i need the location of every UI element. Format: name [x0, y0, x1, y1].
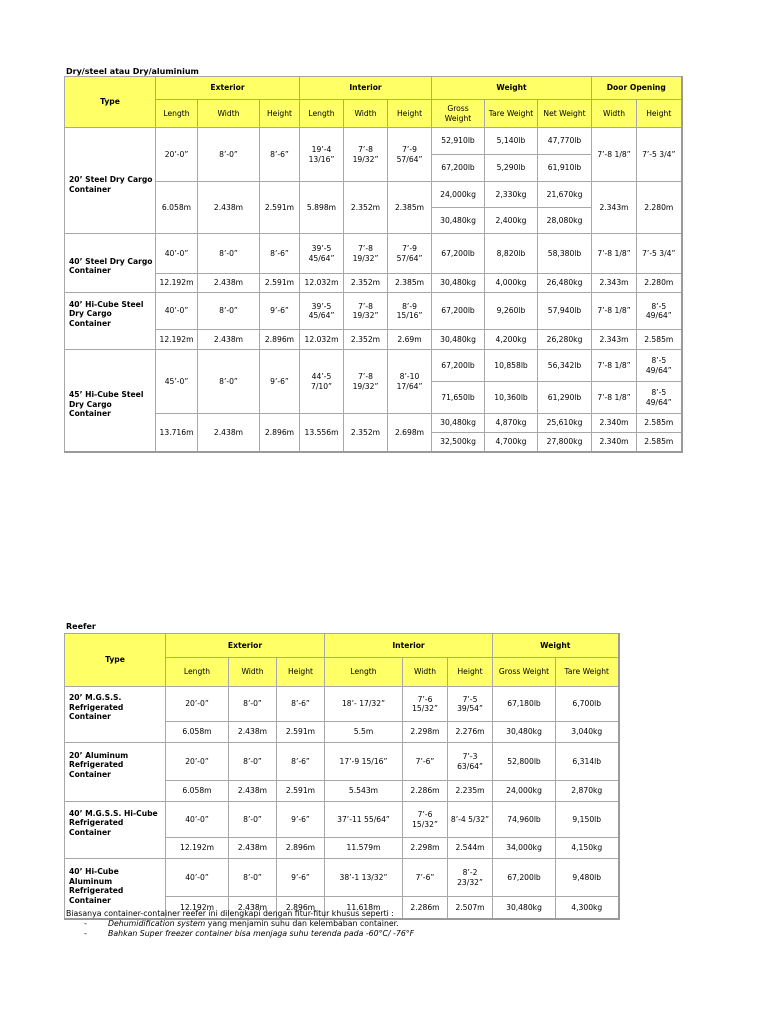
table-cell: 8’-10 17/64” — [388, 350, 432, 414]
col-header-weight: Weight — [493, 634, 619, 658]
table-cell: 40’-0” — [166, 859, 229, 897]
table-cell: 8’-6” — [260, 128, 300, 182]
table-cell: 2.585m — [637, 433, 682, 452]
table-cell: 2.286m — [403, 781, 448, 802]
table-cell: 2.438m — [229, 838, 277, 859]
row-type-40-hicube-aluminum-refrigerated: 40’ Hi-Cube Aluminum Refrigerated Container — [65, 859, 166, 919]
table-cell: 7’-6 15/32” — [403, 687, 448, 722]
table-cell: 2.280m — [637, 274, 682, 293]
col-header-ext-length: Length — [166, 658, 229, 687]
table-cell: 40’-0” — [166, 802, 229, 838]
table-cell: 40’-0” — [156, 293, 198, 330]
table-cell: 8’-0” — [198, 293, 260, 330]
table-cell: 30,480kg — [432, 274, 485, 293]
table-cell: 39’-5 45/64” — [300, 234, 344, 274]
list-text-italic: Bahkan Super freezer container bisa menjaga suhu terenda pada -60°C/ -76°F — [108, 929, 415, 938]
col-header-weight: Weight — [432, 77, 592, 100]
table-row — [65, 802, 619, 838]
row-type-40-steel-dry: 40’ Steel Dry Cargo Container — [65, 234, 156, 293]
table-cell: 30,480kg — [432, 330, 485, 350]
table-cell: 7’-5 3/4” — [637, 234, 682, 274]
table-cell: 20’-0” — [166, 687, 229, 722]
col-header-interior: Interior — [325, 634, 493, 658]
table-cell: 20’-0” — [156, 128, 198, 182]
row-type-45-hicube-steel-dry: 45’ Hi-Cube Steel Dry Cargo Container — [65, 350, 156, 452]
col-header-exterior: Exterior — [156, 77, 300, 100]
col-header-tare-weight: Tare Weight — [485, 100, 538, 128]
table-cell: 2.896m — [260, 330, 300, 350]
table-cell: 20’-0” — [166, 743, 229, 781]
table-cell: 26,480kg — [538, 274, 592, 293]
table-cell: 7’-5 3/4” — [637, 128, 682, 182]
table-cell: 67,180lb — [493, 687, 556, 722]
table-cell: 7’-8 19/32” — [344, 128, 388, 182]
table-cell: 6,700lb — [556, 687, 619, 722]
table-cell: 2,400kg — [485, 208, 538, 234]
table-cell: 2.438m — [229, 781, 277, 802]
table-cell: 6,314lb — [556, 743, 619, 781]
reefer-table-title: Reefer — [66, 622, 96, 631]
table-cell: 2.896m — [277, 838, 325, 859]
table-cell: 2.276m — [448, 722, 493, 743]
table-cell: 38’-1 13/32” — [325, 859, 403, 897]
dry-table-title: Dry/steel atau Dry/aluminium — [66, 67, 199, 76]
notes-intro: Biasanya container-container reefer ini dilengkapi dengan fitur-fitur khusus seperti : — [66, 909, 394, 918]
table-cell: 11.579m — [325, 838, 403, 859]
table-row — [65, 350, 682, 382]
table-cell: 67,200lb — [432, 234, 485, 274]
table-cell: 6.058m — [166, 781, 229, 802]
table-cell: 8’-9 15/16” — [388, 293, 432, 330]
table-cell: 7’-8 19/32” — [344, 293, 388, 330]
table-cell: 2.585m — [637, 414, 682, 433]
table-row — [65, 859, 619, 897]
table-cell: 7’-6” — [403, 859, 448, 897]
col-header-ext-width: Width — [198, 100, 260, 128]
col-header-type: Type — [65, 77, 156, 128]
list-item — [66, 929, 414, 939]
list-text-italic: Dehumidification system — [108, 919, 206, 928]
header-row-sub — [65, 100, 682, 128]
table-cell: 56,342lb — [538, 350, 592, 382]
col-header-ext-height: Height — [277, 658, 325, 687]
table-cell: 12.032m — [300, 274, 344, 293]
header-row-group — [65, 77, 682, 100]
table-cell: 2.507m — [448, 897, 493, 919]
table-cell: 8’-2 23/32” — [448, 859, 493, 897]
col-header-int-height: Height — [388, 100, 432, 128]
table-cell: 2.352m — [344, 330, 388, 350]
table-cell: 67,200lb — [432, 293, 485, 330]
table-cell: 12.032m — [300, 330, 344, 350]
table-cell: 18’- 17/32” — [325, 687, 403, 722]
table-cell: 4,200kg — [485, 330, 538, 350]
table-cell: 6.058m — [156, 182, 198, 234]
table-cell: 45’-0” — [156, 350, 198, 414]
table-cell: 2.896m — [260, 414, 300, 452]
list-text-rest: yang menjamin suhu dan kelembaban container. — [205, 919, 399, 928]
row-type-40-mgss-hicube-refrigerated: 40’ M.G.S.S. Hi-Cube Refrigerated Container — [65, 802, 166, 859]
table-cell: 8’-0” — [229, 687, 277, 722]
col-header-int-length: Length — [325, 658, 403, 687]
table-cell: 4,700kg — [485, 433, 538, 452]
table-row — [65, 293, 682, 330]
table-cell: 2,870kg — [556, 781, 619, 802]
table-row — [65, 330, 682, 350]
table-row — [65, 687, 619, 722]
table-row — [65, 234, 682, 274]
table-cell: 8,820lb — [485, 234, 538, 274]
table-cell: 10,858lb — [485, 350, 538, 382]
table-cell: 27,800kg — [538, 433, 592, 452]
table-cell: 2.438m — [229, 897, 277, 919]
table-cell: 8’-0” — [198, 350, 260, 414]
table-cell: 4,000kg — [485, 274, 538, 293]
col-header-int-width: Width — [403, 658, 448, 687]
list-text — [108, 919, 399, 929]
col-header-door-width: Width — [592, 100, 637, 128]
table-cell: 8’-0” — [229, 743, 277, 781]
table-cell: 8’-5 49/64” — [637, 350, 682, 382]
table-cell: 9’-6” — [260, 293, 300, 330]
header-row-group — [65, 634, 619, 658]
table-row — [65, 274, 682, 293]
table-cell: 7’-8 1/8” — [592, 350, 637, 382]
row-type-20-aluminum-refrigerated: 20’ Aluminum Refrigerated Container — [65, 743, 166, 802]
table-cell: 2.340m — [592, 414, 637, 433]
table-cell: 7’-8 1/8” — [592, 234, 637, 274]
table-cell: 11.618m — [325, 897, 403, 919]
table-cell: 5,140lb — [485, 128, 538, 155]
table-cell: 8’-0” — [198, 128, 260, 182]
table-cell: 5.5m — [325, 722, 403, 743]
table-cell: 26,280kg — [538, 330, 592, 350]
table-cell: 5.898m — [300, 182, 344, 234]
table-cell: 4,870kg — [485, 414, 538, 433]
table-cell: 2.698m — [388, 414, 432, 452]
col-header-exterior: Exterior — [166, 634, 325, 658]
table-cell: 2.343m — [592, 330, 637, 350]
table-row — [65, 414, 682, 433]
table-cell: 9,480lb — [556, 859, 619, 897]
table-cell: 8’-0” — [229, 859, 277, 897]
table-cell: 7’-8 19/32” — [344, 234, 388, 274]
table-cell: 44’-5 7/10” — [300, 350, 344, 414]
table-cell: 30,480kg — [432, 414, 485, 433]
table-cell: 19’-4 13/16” — [300, 128, 344, 182]
table-cell: 5,290lb — [485, 155, 538, 182]
table-cell: 2.235m — [448, 781, 493, 802]
col-header-int-height: Height — [448, 658, 493, 687]
table-cell: 61,910lb — [538, 155, 592, 182]
table-cell: 2.438m — [198, 330, 260, 350]
reefer-notes — [66, 909, 414, 939]
table-cell: 9,260lb — [485, 293, 538, 330]
table-cell: 30,480kg — [493, 897, 556, 919]
table-cell: 7’-9 57/64” — [388, 128, 432, 182]
table-row — [65, 182, 682, 208]
table-cell: 10,360lb — [485, 382, 538, 414]
table-cell: 7’-3 63/64” — [448, 743, 493, 781]
row-type-20-steel-dry: 20’ Steel Dry Cargo Container — [65, 128, 156, 234]
col-header-door-opening: Door Opening — [592, 77, 682, 100]
table-cell: 21,670kg — [538, 182, 592, 208]
table-cell: 2.352m — [344, 414, 388, 452]
dry-container-table — [64, 76, 683, 453]
table-cell: 9’-6” — [277, 859, 325, 897]
table-cell: 58,380lb — [538, 234, 592, 274]
table-cell: 8’-5 49/64” — [637, 293, 682, 330]
table-cell: 8’-6” — [277, 687, 325, 722]
table-cell: 2.591m — [260, 182, 300, 234]
table-row — [65, 128, 682, 155]
row-type-20-mgss-refrigerated: 20’ M.G.S.S. Refrigerated Container — [65, 687, 166, 743]
table-cell: 24,000kg — [432, 182, 485, 208]
table-cell: 8’-5 49/64” — [637, 382, 682, 414]
col-header-int-length: Length — [300, 100, 344, 128]
table-cell: 30,480kg — [432, 208, 485, 234]
table-cell: 2.544m — [448, 838, 493, 859]
list-bullet: - — [84, 919, 87, 928]
table-cell: 24,000kg — [493, 781, 556, 802]
col-header-ext-length: Length — [156, 100, 198, 128]
row-type-40-hicube-steel-dry: 40’ Hi-Cube Steel Dry Cargo Container — [65, 293, 156, 350]
table-cell: 67,200lb — [493, 859, 556, 897]
table-cell: 2.280m — [637, 182, 682, 234]
table-cell: 2.298m — [403, 838, 448, 859]
table-cell: 7’-8 19/32” — [344, 350, 388, 414]
table-cell: 2.438m — [229, 722, 277, 743]
table-cell: 39’-5 45/64” — [300, 293, 344, 330]
table-cell: 2.385m — [388, 182, 432, 234]
table-cell: 9,150lb — [556, 802, 619, 838]
col-header-int-width: Width — [344, 100, 388, 128]
reefer-container-table — [64, 633, 620, 920]
table-cell: 2.438m — [198, 182, 260, 234]
table-cell: 7’-5 39/54” — [448, 687, 493, 722]
table-cell: 40’-0” — [156, 234, 198, 274]
col-header-net-weight: Net Weight — [538, 100, 592, 128]
table-cell: 2,330kg — [485, 182, 538, 208]
table-cell: 52,800lb — [493, 743, 556, 781]
col-header-ext-width: Width — [229, 658, 277, 687]
table-cell: 2.286m — [403, 897, 448, 919]
col-header-type: Type — [65, 634, 166, 687]
table-cell: 5.543m — [325, 781, 403, 802]
col-header-gross-weight: Gross Weight — [493, 658, 556, 687]
table-cell: 47,770lb — [538, 128, 592, 155]
table-cell: 8’-6” — [260, 234, 300, 274]
table-cell: 13.556m — [300, 414, 344, 452]
table-cell: 12.192m — [166, 838, 229, 859]
table-cell: 2.298m — [403, 722, 448, 743]
table-row — [65, 743, 619, 781]
table-cell: 34,000kg — [493, 838, 556, 859]
table-cell: 2.340m — [592, 433, 637, 452]
table-cell: 7’-8 1/8” — [592, 382, 637, 414]
table-cell: 2.352m — [344, 274, 388, 293]
table-cell: 28,080kg — [538, 208, 592, 234]
col-header-tare-weight: Tare Weight — [556, 658, 619, 687]
table-cell: 7’-8 1/8” — [592, 128, 637, 182]
col-header-ext-height: Height — [260, 100, 300, 128]
table-cell: 57,940lb — [538, 293, 592, 330]
table-cell: 2.585m — [637, 330, 682, 350]
table-cell: 25,610kg — [538, 414, 592, 433]
table-cell: 2.438m — [198, 274, 260, 293]
table-cell: 8’-0” — [198, 234, 260, 274]
table-cell: 67,200lb — [432, 155, 485, 182]
table-cell: 2.896m — [277, 897, 325, 919]
table-cell: 9’-6” — [260, 350, 300, 414]
table-cell: 2.385m — [388, 274, 432, 293]
col-header-door-height: Height — [637, 100, 682, 128]
table-cell: 12.192m — [156, 330, 198, 350]
table-cell: 7’-6” — [403, 743, 448, 781]
col-header-interior: Interior — [300, 77, 432, 100]
table-cell: 13.716m — [156, 414, 198, 452]
table-cell: 8’-6” — [277, 743, 325, 781]
table-cell: 2.69m — [388, 330, 432, 350]
table-cell: 12.192m — [156, 274, 198, 293]
table-cell: 2.343m — [592, 274, 637, 293]
table-cell: 2.352m — [344, 182, 388, 234]
table-cell: 7’-6 15/32” — [403, 802, 448, 838]
table-cell: 2.438m — [198, 414, 260, 452]
table-cell: 74,960lb — [493, 802, 556, 838]
table-cell: 7’-9 57/64” — [388, 234, 432, 274]
table-cell: 67,200lb — [432, 350, 485, 382]
table-cell: 30,480kg — [493, 722, 556, 743]
table-cell: 7’-8 1/8” — [592, 293, 637, 330]
table-cell: 3,040kg — [556, 722, 619, 743]
table-cell: 32,500kg — [432, 433, 485, 452]
table-cell: 61,290lb — [538, 382, 592, 414]
table-cell: 4,150kg — [556, 838, 619, 859]
table-cell: 6.058m — [166, 722, 229, 743]
table-cell: 8’-4 5/32” — [448, 802, 493, 838]
table-cell: 2.591m — [260, 274, 300, 293]
table-cell: 2.343m — [592, 182, 637, 234]
list-bullet: - — [84, 929, 87, 938]
table-cell: 37’-11 55/64” — [325, 802, 403, 838]
list-text — [108, 929, 414, 939]
table-cell: 8’-0” — [229, 802, 277, 838]
table-cell: 4,300kg — [556, 897, 619, 919]
table-cell: 52,910lb — [432, 128, 485, 155]
table-cell: 2.591m — [277, 781, 325, 802]
col-header-gross-weight: Gross Weight — [432, 100, 485, 128]
table-cell: 17’-9 15/16” — [325, 743, 403, 781]
table-cell: 9’-6” — [277, 802, 325, 838]
list-item — [66, 919, 414, 929]
table-cell: 2.591m — [277, 722, 325, 743]
table-cell: 71,650lb — [432, 382, 485, 414]
table-cell: 12.192m — [166, 897, 229, 919]
